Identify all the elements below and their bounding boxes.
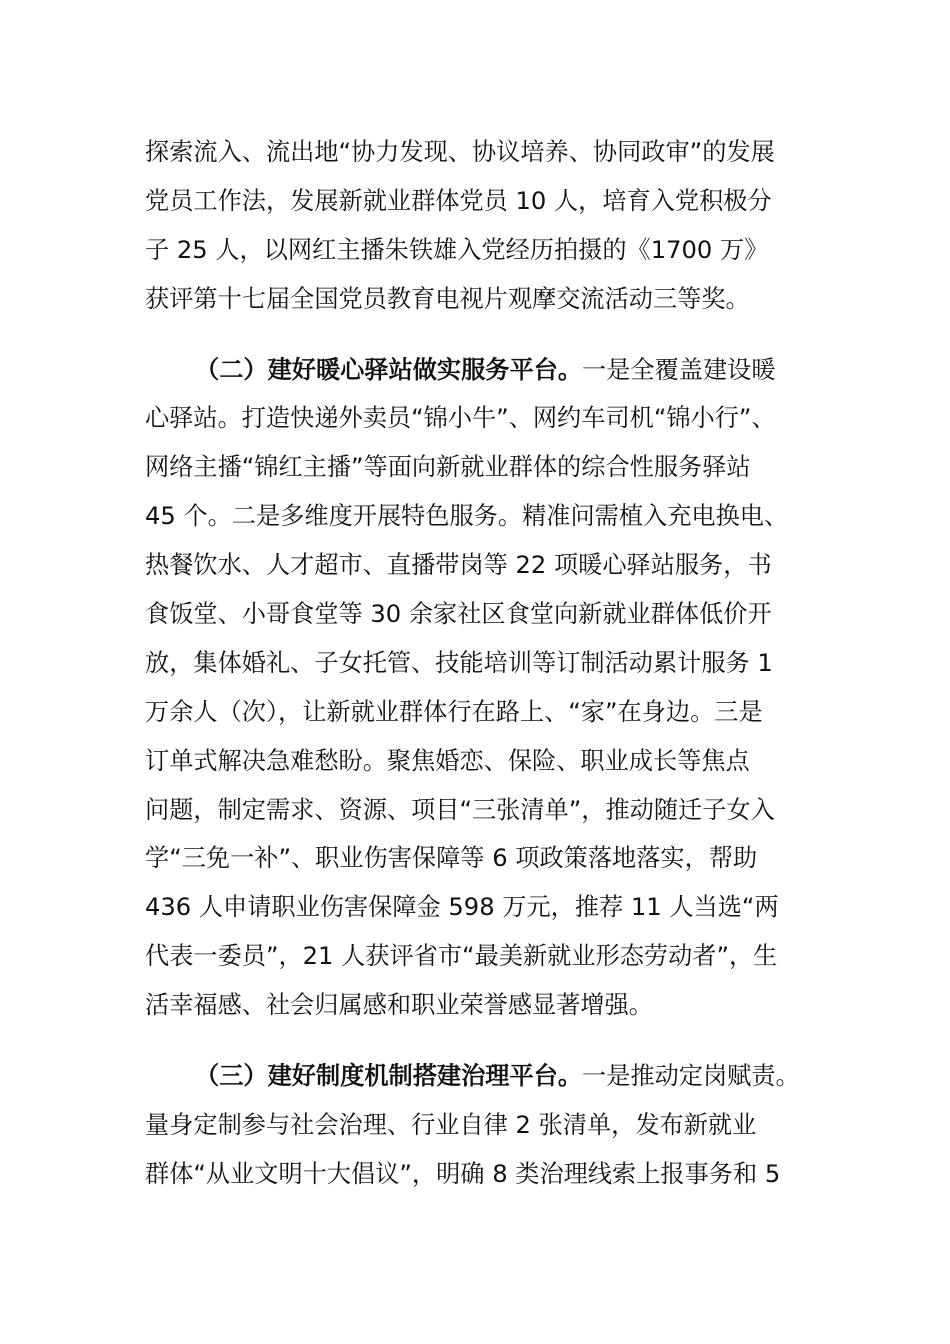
paragraph-party-development xyxy=(145,128,815,324)
text-line: 心驿站。打造快递外卖员“锦小牛”、网约车司机“锦小行”、 xyxy=(145,404,776,433)
text-line: 量身定制参与社会治理、行业自律 2 张清单，发布新就业 xyxy=(145,1110,757,1139)
text-line: 436 人申请职业伤害保障金 598 万元，推荐 11 人当选“两 xyxy=(145,893,779,922)
text-line: 代表一委员”，21 人获评省市“最美新就业形态劳动者”，生 xyxy=(145,942,778,971)
text-line: 获评第十七届全国党员教育电视片观摩交流活动三等奖。 xyxy=(145,284,750,313)
text-run: 一是全覆盖建设暖 xyxy=(582,355,776,384)
paragraph-gap xyxy=(145,324,815,346)
text-line: 子 25 人，以网红主播朱铁雄入党经历拍摄的《1700 万》 xyxy=(145,235,769,264)
text-line: 网络主播“锦红主播”等面向新就业群体的综合性服务驿站 xyxy=(145,453,751,482)
paragraph-first-line xyxy=(145,346,815,395)
document-body xyxy=(145,128,815,1199)
paragraph-governance-platform xyxy=(145,1052,815,1199)
text-line: 万余人（次），让新就业群体行在路上、“家”在身边。三是 xyxy=(145,697,763,726)
text-run: 一是推动定岗赋责。 xyxy=(582,1062,800,1091)
text-line: 订单式解决急难愁盼。聚焦婚恋、保险、职业成长等焦点 xyxy=(145,746,750,775)
paragraph-service-platform xyxy=(145,346,815,1030)
text-line: 问题，制定需求、资源、项目“三张清单”，推动随迁子女入 xyxy=(145,795,775,824)
paragraph-gap xyxy=(145,1030,815,1052)
section-heading-service-platform: （二）建好暖心驿站做实服务平台。 xyxy=(195,355,583,384)
section-heading-governance-platform: （三）建好制度机制搭建治理平台。 xyxy=(195,1062,583,1091)
text-line: 活幸福感、社会归属感和职业荣誉感显著增强。 xyxy=(145,991,653,1020)
text-line: 学“三免一补”、职业伤害保障等 6 项政策落地落实，帮助 xyxy=(145,844,758,873)
text-line: 45 个。二是多维度开展特色服务。精准问需植入充电换电、 xyxy=(145,502,789,531)
text-line: 探索流入、流出地“协力发现、协议培养、协同政审”的发展 xyxy=(145,138,775,166)
text-line: 党员工作法，发展新就业群体党员 10 人，培育入党积极分 xyxy=(145,186,772,215)
text-line: 放，集体婚礼、子女托管、技能培训等订制活动累计服务 1 xyxy=(145,648,773,677)
paragraph-first-line xyxy=(145,1052,815,1101)
text-line: 食饭堂、小哥食堂等 30 余家社区食堂向新就业群体低价开 xyxy=(145,600,772,629)
text-line: 群体“从业文明十大倡议”，明确 8 类治理线索上报事务和 5 xyxy=(145,1159,781,1188)
text-line: 热餐饮水、人才超市、直播带岗等 22 项暖心驿站服务，书 xyxy=(145,551,772,580)
